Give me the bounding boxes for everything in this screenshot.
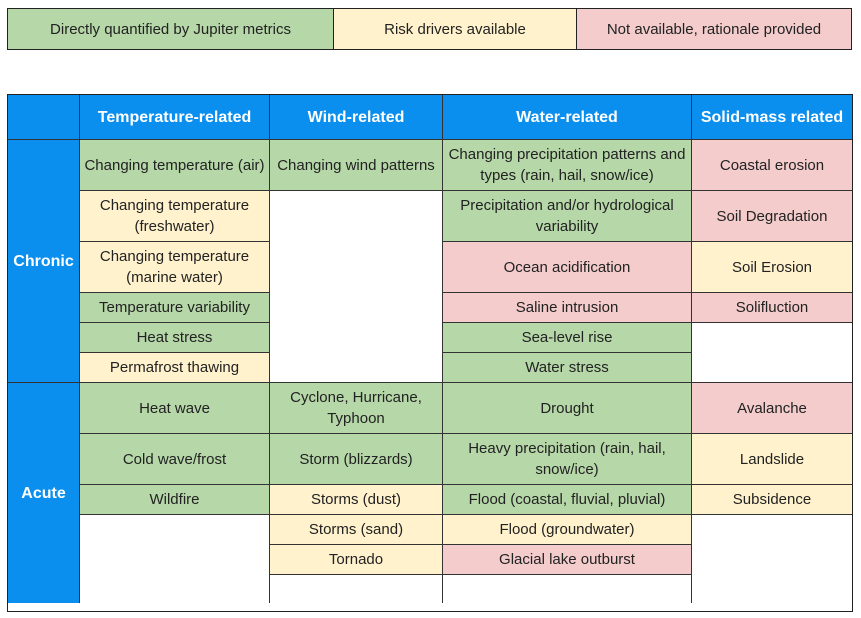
- cell-acute-wind: Storms (sand): [270, 515, 443, 545]
- cell-chronic-solid: Soil Degradation: [692, 191, 852, 242]
- cell-chronic-temp: Temperature variability: [80, 293, 270, 323]
- rowgroup-acute: Acute: [8, 383, 80, 603]
- cell-chronic-temp: Changing temperature (marine water): [80, 242, 270, 293]
- hazard-table: [7, 94, 853, 612]
- header-wind: Wind-related: [270, 95, 443, 140]
- cell-acute-temp: Heat wave: [80, 383, 270, 434]
- header-solid: Solid-mass related: [692, 95, 852, 140]
- cell-empty: [692, 515, 852, 603]
- cell-acute-temp: Cold wave/frost: [80, 434, 270, 485]
- header-corner: [8, 95, 80, 140]
- cell-acute-water: Drought: [443, 383, 692, 434]
- cell-empty: [270, 191, 443, 383]
- cell-acute-solid: Landslide: [692, 434, 852, 485]
- cell-chronic-temp: Changing temperature (freshwater): [80, 191, 270, 242]
- header-temperature: Temperature-related: [80, 95, 270, 140]
- cell-chronic-water: Precipitation and/or hydrological variability: [443, 191, 692, 242]
- cell-chronic-solid: Soil Erosion: [692, 242, 852, 293]
- cell-chronic-water: Changing precipitation patterns and types (rain, hail, snow/ice): [443, 140, 692, 191]
- cell-acute-wind: Storm (blizzards): [270, 434, 443, 485]
- cell-chronic-water: Water stress: [443, 353, 692, 383]
- cell-empty: [692, 323, 852, 383]
- rowgroup-chronic: Chronic: [8, 140, 80, 383]
- legend-red: Not available, rationale provided: [577, 9, 851, 49]
- cell-chronic-solid: Coastal erosion: [692, 140, 852, 191]
- cell-chronic-temp: Permafrost thawing: [80, 353, 270, 383]
- cell-empty: [80, 515, 270, 603]
- cell-acute-water: Glacial lake outburst: [443, 545, 692, 575]
- cell-acute-wind: Cyclone, Hurricane, Typhoon: [270, 383, 443, 434]
- header-water: Water-related: [443, 95, 692, 140]
- cell-chronic-temp: Changing temperature (air): [80, 140, 270, 191]
- cell-chronic-water: Ocean acidification: [443, 242, 692, 293]
- cell-acute-water: Heavy precipitation (rain, hail, snow/ice): [443, 434, 692, 485]
- cell-acute-wind: Storms (dust): [270, 485, 443, 515]
- legend-yellow: Risk drivers available: [334, 9, 577, 49]
- cell-acute-solid: Avalanche: [692, 383, 852, 434]
- cell-chronic-water: Saline intrusion: [443, 293, 692, 323]
- cell-acute-water: Flood (groundwater): [443, 515, 692, 545]
- cell-chronic-solid: Solifluction: [692, 293, 852, 323]
- legend: [7, 8, 852, 50]
- cell-acute-temp: Wildfire: [80, 485, 270, 515]
- cell-chronic-wind: Changing wind patterns: [270, 140, 443, 191]
- cell-chronic-temp: Heat stress: [80, 323, 270, 353]
- cell-empty: [270, 575, 443, 603]
- cell-chronic-water: Sea-level rise: [443, 323, 692, 353]
- cell-acute-wind: Tornado: [270, 545, 443, 575]
- cell-acute-solid: Subsidence: [692, 485, 852, 515]
- cell-acute-water: Flood (coastal, fluvial, pluvial): [443, 485, 692, 515]
- legend-green: Directly quantified by Jupiter metrics: [8, 9, 334, 49]
- cell-empty: [443, 575, 692, 603]
